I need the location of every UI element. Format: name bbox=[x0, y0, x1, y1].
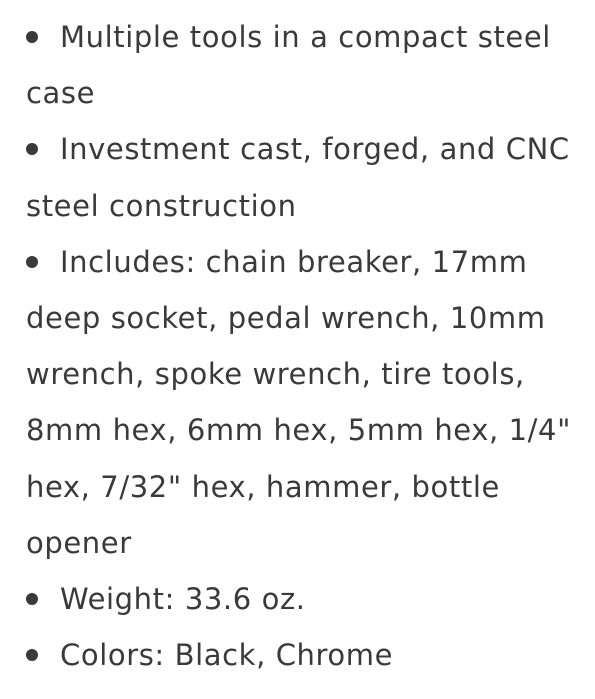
feature-item-weight bbox=[26, 571, 586, 627]
feature-text: Colors: Black, Chrome bbox=[60, 638, 394, 673]
feature-text: Weight: 33.6 oz. bbox=[60, 582, 306, 617]
product-features bbox=[26, 9, 586, 683]
feature-text: Investment cast, forged, and CNC steel construction bbox=[26, 132, 570, 223]
bullet-icon bbox=[26, 256, 38, 268]
feature-list bbox=[26, 9, 586, 683]
bullet-icon bbox=[26, 649, 38, 661]
feature-item-includes bbox=[26, 234, 586, 571]
bullet-icon bbox=[26, 143, 38, 155]
bullet-icon bbox=[26, 31, 38, 43]
feature-text: Includes: chain breaker, 17mm deep socket, pedal wrench, 10mm wrench, spoke wrench, tire tools, 8mm hex, 6mm hex, 5mm hex, 1/4" hex, 7/32" hex, hammer, bottle opener bbox=[26, 244, 572, 560]
feature-item-colors bbox=[26, 627, 586, 683]
feature-item-construction bbox=[26, 121, 586, 233]
feature-item-case bbox=[26, 9, 586, 121]
feature-text: Multiple tools in a compact steel case bbox=[26, 20, 551, 111]
bullet-icon bbox=[26, 593, 38, 605]
